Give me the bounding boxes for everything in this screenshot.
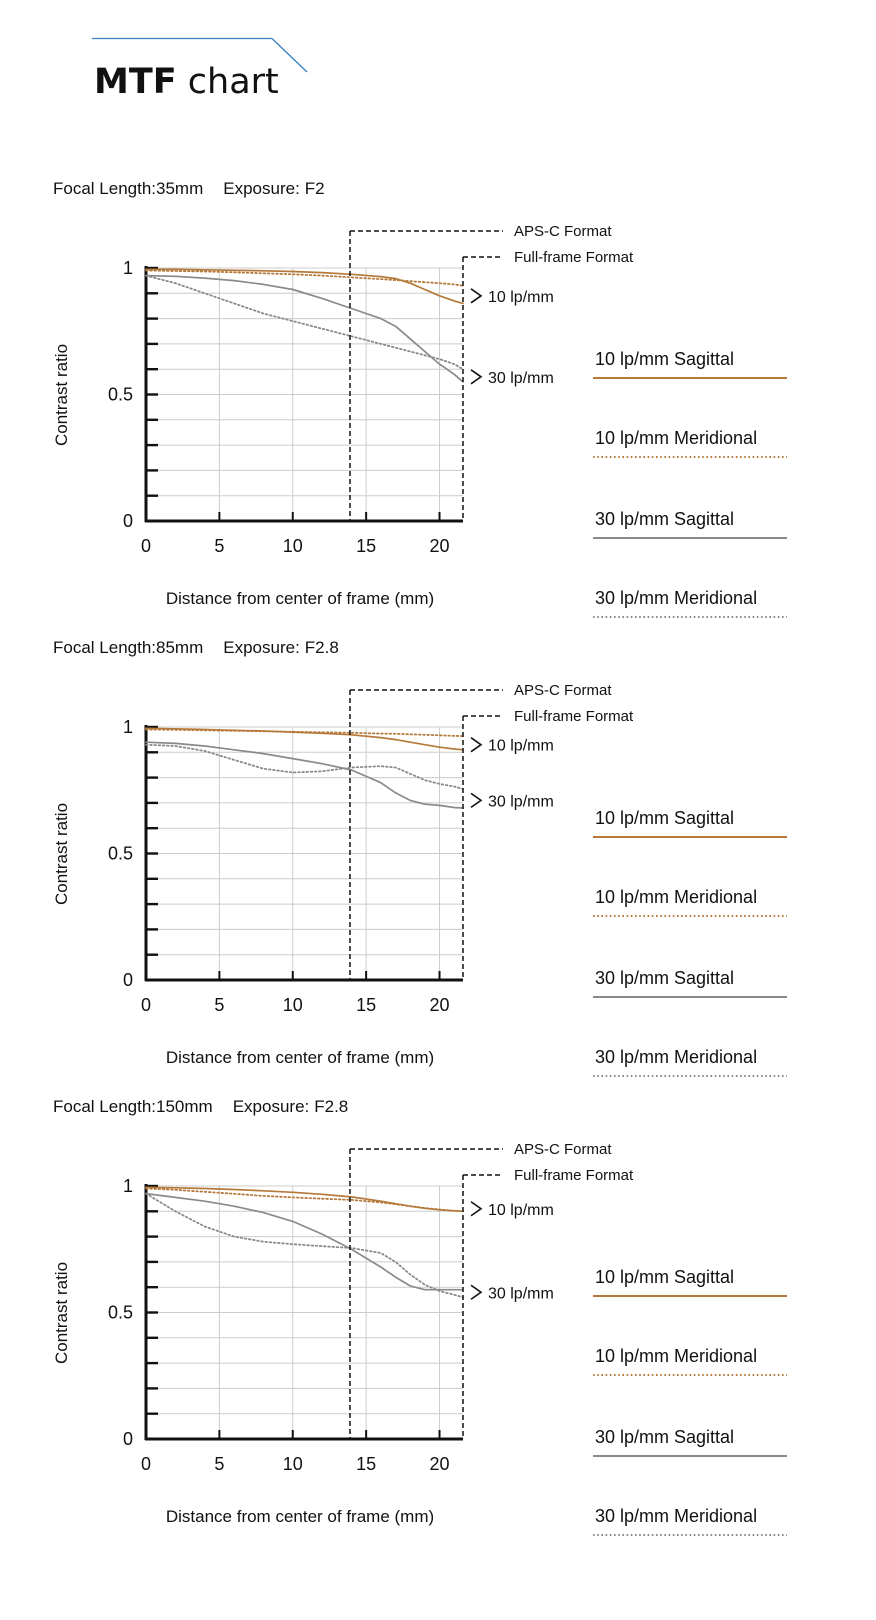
y-tick-label: 0.5 <box>107 843 133 864</box>
x-tick-label: 15 <box>356 995 377 1015</box>
x-tick-label: 20 <box>429 1454 450 1474</box>
x-tick-label: 10 <box>282 995 303 1015</box>
series-line <box>146 269 463 303</box>
y-tick-label: 0 <box>122 970 133 990</box>
legend-label: 10 lp/mm Meridional <box>595 428 758 448</box>
aps-c-label: APS-C Format <box>514 682 612 699</box>
frequency-marker-label: 10 lp/mm <box>488 288 554 306</box>
full-frame-label: Full-frame Format <box>514 1167 634 1184</box>
x-tick-label: 10 <box>282 536 303 556</box>
x-axis-label: Distance from center of frame (mm) <box>165 1048 435 1067</box>
series-line <box>146 745 463 789</box>
series-line <box>146 1194 463 1298</box>
frequency-marker-chevron <box>471 370 481 384</box>
series-line <box>146 1194 463 1290</box>
legend-label: 30 lp/mm Sagittal <box>595 1427 735 1447</box>
legend-label: 30 lp/mm Meridional <box>595 1047 758 1067</box>
exposure-value: F2 <box>304 179 325 198</box>
chart-heading <box>53 638 339 657</box>
y-tick-label: 0 <box>122 1429 133 1449</box>
aps-c-label: APS-C Format <box>514 1141 612 1158</box>
legend-label: 30 lp/mm Sagittal <box>595 509 735 529</box>
aps-c-label: APS-C Format <box>514 223 612 240</box>
focal-length-label: Focal Length: <box>53 179 157 198</box>
y-tick-label: 0 <box>122 511 133 531</box>
frequency-marker-label: 10 lp/mm <box>488 737 554 755</box>
grid <box>146 268 463 521</box>
x-tick-label: 20 <box>429 995 450 1015</box>
full-frame-label: Full-frame Format <box>514 249 634 266</box>
x-tick-label: 0 <box>140 995 152 1015</box>
x-tick-label: 15 <box>356 536 377 556</box>
series-line <box>146 728 463 750</box>
frequency-marker-chevron <box>471 738 481 752</box>
frequency-marker-label: 30 lp/mm <box>488 1285 554 1303</box>
legend-label: 10 lp/mm Meridional <box>595 1346 758 1366</box>
legend-label: 30 lp/mm Meridional <box>595 588 758 608</box>
series-line <box>146 276 463 370</box>
x-tick-label: 5 <box>214 1454 225 1474</box>
grid <box>146 1186 463 1439</box>
x-tick-label: 0 <box>140 536 152 556</box>
y-tick-label: 0.5 <box>107 384 133 405</box>
page-title: MTF chart <box>94 62 279 102</box>
frequency-marker-label: 30 lp/mm <box>488 369 554 387</box>
exposure-value: F2.8 <box>304 638 339 657</box>
focal-length-value: 85mm <box>156 638 204 657</box>
y-axis-label: Contrast ratio <box>52 802 71 906</box>
legend-label: 10 lp/mm Meridional <box>595 887 758 907</box>
focal-length-label: Focal Length: <box>53 638 157 657</box>
frequency-marker-chevron <box>471 793 481 807</box>
frequency-marker-chevron <box>471 1202 481 1216</box>
frequency-marker-chevron <box>471 1285 481 1299</box>
x-tick-label: 10 <box>282 1454 303 1474</box>
mtf-chart-panel <box>52 638 787 1076</box>
mtf-chart-panel <box>52 1097 787 1535</box>
frequency-marker-chevron <box>471 289 481 303</box>
exposure-label: Exposure: <box>223 638 300 657</box>
x-tick-label: 20 <box>429 536 450 556</box>
legend-label: 10 lp/mm Sagittal <box>595 349 735 369</box>
y-tick-label: 1 <box>122 717 133 737</box>
full-frame-label: Full-frame Format <box>514 708 634 725</box>
chart-heading <box>53 1097 348 1116</box>
frequency-marker-label: 30 lp/mm <box>488 793 554 811</box>
exposure-value: F2.8 <box>314 1097 349 1116</box>
y-axis-label: Contrast ratio <box>52 1261 71 1365</box>
page-header <box>92 39 307 103</box>
focal-length-value: 35mm <box>156 179 204 198</box>
legend-label: 30 lp/mm Sagittal <box>595 968 735 988</box>
x-tick-label: 5 <box>214 536 225 556</box>
y-tick-label: 0.5 <box>107 1302 133 1323</box>
grid <box>146 727 463 980</box>
legend-label: 10 lp/mm Sagittal <box>595 1267 735 1287</box>
y-tick-label: 1 <box>122 1176 133 1196</box>
chart-heading <box>53 179 325 198</box>
x-tick-label: 5 <box>214 995 225 1015</box>
x-axis-label: Distance from center of frame (mm) <box>165 1507 435 1526</box>
x-axis-label: Distance from center of frame (mm) <box>165 589 435 608</box>
x-tick-label: 0 <box>140 1454 152 1474</box>
frequency-marker-label: 10 lp/mm <box>488 1201 554 1219</box>
mtf-chart-panel <box>52 179 787 617</box>
series-line <box>146 276 463 382</box>
legend-label: 10 lp/mm Sagittal <box>595 808 735 828</box>
exposure-label: Exposure: <box>223 179 300 198</box>
y-axis-label: Contrast ratio <box>52 343 71 447</box>
x-tick-label: 15 <box>356 1454 377 1474</box>
focal-length-value: 150mm <box>156 1097 213 1116</box>
legend-label: 30 lp/mm Meridional <box>595 1506 758 1526</box>
y-tick-label: 1 <box>122 258 133 278</box>
exposure-label: Exposure: <box>232 1097 310 1116</box>
focal-length-label: Focal Length: <box>53 1097 157 1116</box>
